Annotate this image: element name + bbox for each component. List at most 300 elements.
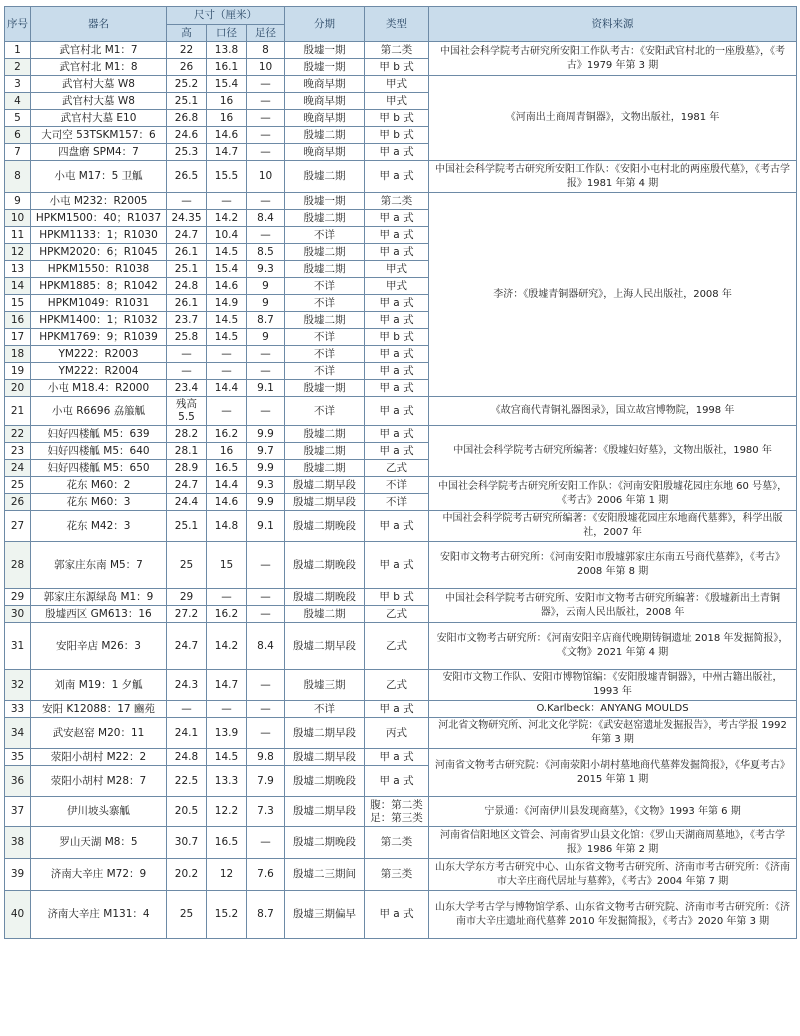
cell-source: O.Karlbeck：ANYANG MOULDS xyxy=(429,701,797,718)
cell-mouth-diameter: 15.4 xyxy=(207,76,247,93)
cell-no: 17 xyxy=(5,329,31,346)
cell-name: HPKM1500：40；R1037 xyxy=(31,210,167,227)
cell-period: 殷墟一期 xyxy=(285,59,365,76)
cell-mouth-diameter: 16.1 xyxy=(207,59,247,76)
cell-mouth-diameter: 14.5 xyxy=(207,244,247,261)
cell-period: 殷墟二期早段 xyxy=(285,494,365,511)
cell-no: 30 xyxy=(5,606,31,623)
cell-height: 25 xyxy=(167,542,207,589)
cell-name: 花东 M42：3 xyxy=(31,511,167,542)
cell-no: 39 xyxy=(5,859,31,891)
cell-name: HPKM1133：1；R1030 xyxy=(31,227,167,244)
cell-height: 24.1 xyxy=(167,718,207,749)
cell-foot-diameter: 9.1 xyxy=(247,380,285,397)
cell-name: 武官村大墓 W8 xyxy=(31,93,167,110)
header-mouth-diameter: 口径 xyxy=(207,25,247,42)
header-no: 序号 xyxy=(5,7,31,42)
cell-type: 第二类 xyxy=(365,193,429,210)
cell-period: 殷墟一期 xyxy=(285,42,365,59)
cell-no: 10 xyxy=(5,210,31,227)
table-row xyxy=(5,827,797,859)
cell-height: 26 xyxy=(167,59,207,76)
cell-height: 20.2 xyxy=(167,859,207,891)
cell-mouth-diameter: 16 xyxy=(207,443,247,460)
cell-no: 29 xyxy=(5,589,31,606)
cell-foot-diameter: — xyxy=(247,227,285,244)
cell-no: 27 xyxy=(5,511,31,542)
cell-mouth-diameter: 16.5 xyxy=(207,827,247,859)
cell-no: 34 xyxy=(5,718,31,749)
cell-height: 24.8 xyxy=(167,278,207,295)
cell-height: 24.3 xyxy=(167,670,207,701)
cell-period: 殷墟二期 xyxy=(285,460,365,477)
cell-no: 5 xyxy=(5,110,31,127)
cell-period: 殷墟二期 xyxy=(285,127,365,144)
cell-period: 不详 xyxy=(285,363,365,380)
cell-type: 甲式 xyxy=(365,261,429,278)
table-row xyxy=(5,542,797,589)
cell-type: 甲式 xyxy=(365,278,429,295)
table-row xyxy=(5,859,797,891)
cell-name: 安阳辛店 M26：3 xyxy=(31,623,167,670)
cell-name: 武官村大墓 W8 xyxy=(31,76,167,93)
cell-period: 殷墟二期早段 xyxy=(285,749,365,766)
cell-height: 24.35 xyxy=(167,210,207,227)
cell-foot-diameter: 8 xyxy=(247,42,285,59)
cell-mouth-diameter: 12.2 xyxy=(207,797,247,827)
cell-name: 小屯 M18.4：R2000 xyxy=(31,380,167,397)
cell-foot-diameter: 8.7 xyxy=(247,312,285,329)
cell-period: 不详 xyxy=(285,346,365,363)
cell-height: 25.1 xyxy=(167,261,207,278)
cell-no: 14 xyxy=(5,278,31,295)
cell-mouth-diameter: 13.8 xyxy=(207,42,247,59)
bronze-gu-data-table xyxy=(4,6,797,939)
cell-height: 残高 5.5 xyxy=(167,397,207,426)
cell-period: 不详 xyxy=(285,227,365,244)
cell-name: 安阳 K12088：17 豳苑 xyxy=(31,701,167,718)
cell-type: 甲 a 式 xyxy=(365,210,429,227)
cell-no: 40 xyxy=(5,891,31,939)
cell-no: 23 xyxy=(5,443,31,460)
cell-type: 第二类 xyxy=(365,827,429,859)
cell-no: 15 xyxy=(5,295,31,312)
cell-name: YM222：R2004 xyxy=(31,363,167,380)
cell-period: 殷墟二期 xyxy=(285,312,365,329)
cell-foot-diameter: 7.6 xyxy=(247,859,285,891)
cell-period: 殷墟二期 xyxy=(285,261,365,278)
cell-foot-diameter: — xyxy=(247,363,285,380)
cell-no: 11 xyxy=(5,227,31,244)
cell-foot-diameter: 8.4 xyxy=(247,623,285,670)
cell-foot-diameter: 10 xyxy=(247,161,285,193)
cell-foot-diameter: 8.5 xyxy=(247,244,285,261)
cell-no: 3 xyxy=(5,76,31,93)
cell-mouth-diameter: 14.5 xyxy=(207,329,247,346)
cell-name: HPKM1049：R1031 xyxy=(31,295,167,312)
cell-mouth-diameter: 14.9 xyxy=(207,295,247,312)
cell-no: 35 xyxy=(5,749,31,766)
cell-foot-diameter: 9.8 xyxy=(247,749,285,766)
cell-no: 13 xyxy=(5,261,31,278)
cell-height: — xyxy=(167,701,207,718)
cell-no: 1 xyxy=(5,42,31,59)
cell-height: 24.7 xyxy=(167,623,207,670)
cell-source: 中国社会科学院考古研究所安阳工作队：《安阳小屯村北的两座殷代墓》，《考古学报》1981 年第 4 期 xyxy=(429,161,797,193)
cell-mouth-diameter: 16 xyxy=(207,93,247,110)
cell-height: 25.1 xyxy=(167,511,207,542)
cell-name: 妇好四楼觚 M5：640 xyxy=(31,443,167,460)
cell-period: 殷墟三期偏早 xyxy=(285,891,365,939)
cell-type: 甲 b 式 xyxy=(365,127,429,144)
cell-period: 殷墟二期 xyxy=(285,244,365,261)
cell-name: HPKM2020：6；R1045 xyxy=(31,244,167,261)
cell-source: 中国社会科学院考古研究所安阳工作队：《河南安阳殷墟花园庄东地 60 号墓》，《考古》2006 年第 1 期 xyxy=(429,477,797,511)
cell-height: 24.7 xyxy=(167,477,207,494)
table-row xyxy=(5,161,797,193)
cell-height: 22 xyxy=(167,42,207,59)
cell-height: 24.6 xyxy=(167,127,207,144)
cell-foot-diameter: — xyxy=(247,346,285,363)
cell-foot-diameter: 9.7 xyxy=(247,443,285,460)
cell-period: 晚商早期 xyxy=(285,76,365,93)
cell-type: 乙式 xyxy=(365,460,429,477)
cell-no: 16 xyxy=(5,312,31,329)
cell-source: 安阳市文物考古研究所：《河南安阳辛店商代晚期铸铜遗址 2018 年发掘简报》，《文物》2021 年第 4 期 xyxy=(429,623,797,670)
cell-period: 殷墟二期早段 xyxy=(285,623,365,670)
cell-name: 济南大辛庄 M131：4 xyxy=(31,891,167,939)
cell-period: 殷墟二期晚段 xyxy=(285,542,365,589)
cell-mouth-diameter: 14.6 xyxy=(207,278,247,295)
cell-period: 殷墟三期 xyxy=(285,670,365,701)
cell-mouth-diameter: 16.2 xyxy=(207,426,247,443)
cell-period: 殷墟一期 xyxy=(285,193,365,210)
cell-foot-diameter: 9 xyxy=(247,278,285,295)
cell-name: HPKM1885：8；R1042 xyxy=(31,278,167,295)
cell-mouth-diameter: 10.4 xyxy=(207,227,247,244)
cell-type: 不详 xyxy=(365,477,429,494)
cell-foot-diameter: — xyxy=(247,110,285,127)
cell-type: 不详 xyxy=(365,494,429,511)
cell-type: 乙式 xyxy=(365,606,429,623)
cell-no: 26 xyxy=(5,494,31,511)
cell-name: HPKM1550：R1038 xyxy=(31,261,167,278)
cell-height: 28.9 xyxy=(167,460,207,477)
cell-type: 甲式 xyxy=(365,76,429,93)
header-foot-diameter: 足径 xyxy=(247,25,285,42)
cell-no: 21 xyxy=(5,397,31,426)
cell-height: 26.1 xyxy=(167,244,207,261)
cell-name: 大司空 53TSKM157：6 xyxy=(31,127,167,144)
cell-no: 9 xyxy=(5,193,31,210)
cell-mouth-diameter: 14.7 xyxy=(207,670,247,701)
table-row xyxy=(5,76,797,93)
table-row xyxy=(5,511,797,542)
cell-foot-diameter: — xyxy=(247,93,285,110)
cell-type: 乙式 xyxy=(365,623,429,670)
cell-type: 乙式 xyxy=(365,670,429,701)
cell-type: 甲 a 式 xyxy=(365,244,429,261)
table-row xyxy=(5,42,797,59)
cell-type: 甲 b 式 xyxy=(365,329,429,346)
cell-no: 20 xyxy=(5,380,31,397)
table-row xyxy=(5,670,797,701)
cell-source: 山东大学考古学与博物馆学系、山东省文物考古研究院、济南市考古研究所：《济南市大辛庄遗址商代墓葬 2010 年发掘简报》，《考古》2020 年第 3 期 xyxy=(429,891,797,939)
cell-foot-diameter: 9.3 xyxy=(247,261,285,278)
cell-type: 丙式 xyxy=(365,718,429,749)
cell-source: 《河南出土商周青铜器》，文物出版社，1981 年 xyxy=(429,76,797,161)
cell-period: 殷墟二三期间 xyxy=(285,859,365,891)
cell-type: 甲 b 式 xyxy=(365,589,429,606)
table-row xyxy=(5,891,797,939)
cell-name: 济南大辛庄 M72：9 xyxy=(31,859,167,891)
cell-height: 25.2 xyxy=(167,76,207,93)
cell-no: 7 xyxy=(5,144,31,161)
cell-height: 24.4 xyxy=(167,494,207,511)
cell-foot-diameter: — xyxy=(247,542,285,589)
cell-name: 小屯 M232：R2005 xyxy=(31,193,167,210)
cell-type: 甲 a 式 xyxy=(365,443,429,460)
cell-no: 8 xyxy=(5,161,31,193)
cell-source: 河南省文物考古研究院：《河南荥阳小胡村墓地商代墓葬发掘简报》，《华夏考古》2015 年第 1 期 xyxy=(429,749,797,797)
cell-foot-diameter: 9.3 xyxy=(247,477,285,494)
cell-mouth-diameter: — xyxy=(207,193,247,210)
cell-no: 12 xyxy=(5,244,31,261)
cell-no: 19 xyxy=(5,363,31,380)
cell-type: 甲 b 式 xyxy=(365,59,429,76)
cell-foot-diameter: 9 xyxy=(247,295,285,312)
cell-height: 25.8 xyxy=(167,329,207,346)
cell-name: 妇好四楼觚 M5：639 xyxy=(31,426,167,443)
cell-mouth-diameter: 16.2 xyxy=(207,606,247,623)
cell-period: 殷墟二期 xyxy=(285,443,365,460)
cell-height: 22.5 xyxy=(167,766,207,797)
cell-mouth-diameter: 14.6 xyxy=(207,127,247,144)
cell-foot-diameter: — xyxy=(247,670,285,701)
cell-type: 甲 a 式 xyxy=(365,295,429,312)
cell-height: — xyxy=(167,193,207,210)
cell-name: 殷墟西区 GM613：16 xyxy=(31,606,167,623)
cell-no: 22 xyxy=(5,426,31,443)
cell-name: 小屯 M17：5 卫觚 xyxy=(31,161,167,193)
header-source: 资料来源 xyxy=(429,7,797,42)
cell-height: — xyxy=(167,363,207,380)
cell-no: 18 xyxy=(5,346,31,363)
cell-period: 不详 xyxy=(285,278,365,295)
cell-type: 甲 a 式 xyxy=(365,891,429,939)
cell-mouth-diameter: 14.6 xyxy=(207,494,247,511)
cell-height: 29 xyxy=(167,589,207,606)
cell-period: 不详 xyxy=(285,295,365,312)
cell-period: 不详 xyxy=(285,701,365,718)
cell-type: 甲 a 式 xyxy=(365,542,429,589)
cell-mouth-diameter: 15.2 xyxy=(207,891,247,939)
cell-name: 花东 M60：3 xyxy=(31,494,167,511)
cell-name: 郭家庄东源绿岛 M1：9 xyxy=(31,589,167,606)
cell-mouth-diameter: 13.9 xyxy=(207,718,247,749)
cell-name: 武官村北 M1：7 xyxy=(31,42,167,59)
cell-height: 25.3 xyxy=(167,144,207,161)
cell-type: 甲 a 式 xyxy=(365,766,429,797)
cell-mouth-diameter: 14.5 xyxy=(207,312,247,329)
table-row xyxy=(5,701,797,718)
cell-type: 甲 a 式 xyxy=(365,426,429,443)
cell-type: 甲 a 式 xyxy=(365,363,429,380)
cell-period: 殷墟二期晚段 xyxy=(285,589,365,606)
cell-mouth-diameter: 14.8 xyxy=(207,511,247,542)
cell-source: 安阳市文物考古研究所：《河南安阳市殷墟郭家庄东南五号商代墓葬》，《考古》2008 年第 8 期 xyxy=(429,542,797,589)
cell-source: 中国社会科学院考古研究所安阳工作队考古：《安阳武官村北的一座殷墓》，《考古》1979 年第 3 期 xyxy=(429,42,797,76)
cell-name: 荥阳小胡村 M28：7 xyxy=(31,766,167,797)
cell-height: — xyxy=(167,346,207,363)
cell-source: 中国社会科学院考古研究所编著：《安阳殷墟花园庄东地商代墓葬》，科学出版社，2007 年 xyxy=(429,511,797,542)
cell-mouth-diameter: — xyxy=(207,346,247,363)
table-body xyxy=(5,42,797,939)
cell-mouth-diameter: 14.5 xyxy=(207,749,247,766)
cell-period: 殷墟二期 xyxy=(285,161,365,193)
cell-source: 安阳市文物工作队、安阳市博物馆编：《安阳殷墟青铜器》，中州古籍出版社，1993 年 xyxy=(429,670,797,701)
cell-mouth-diameter: 16.5 xyxy=(207,460,247,477)
cell-period: 晚商早期 xyxy=(285,110,365,127)
header-size: 尺寸（厘米） xyxy=(167,7,285,25)
cell-type: 甲 a 式 xyxy=(365,749,429,766)
cell-type: 甲 a 式 xyxy=(365,227,429,244)
cell-name: 荥阳小胡村 M22：2 xyxy=(31,749,167,766)
cell-no: 24 xyxy=(5,460,31,477)
table-row xyxy=(5,426,797,443)
cell-period: 殷墟二期晚段 xyxy=(285,827,365,859)
cell-type: 甲 b 式 xyxy=(365,110,429,127)
cell-name: 小屯 R6696 劦箙觚 xyxy=(31,397,167,426)
cell-source: 李济：《殷墟青铜器研究》，上海人民出版社，2008 年 xyxy=(429,193,797,397)
cell-name: 罗山天湖 M8：5 xyxy=(31,827,167,859)
cell-mouth-diameter: 12 xyxy=(207,859,247,891)
cell-mouth-diameter: 15.5 xyxy=(207,161,247,193)
cell-period: 不详 xyxy=(285,329,365,346)
cell-height: 27.2 xyxy=(167,606,207,623)
cell-height: 28.1 xyxy=(167,443,207,460)
cell-no: 33 xyxy=(5,701,31,718)
cell-mouth-diameter: 14.2 xyxy=(207,623,247,670)
cell-foot-diameter: — xyxy=(247,76,285,93)
table-row xyxy=(5,193,797,210)
cell-type: 腹：第二类 足：第三类 xyxy=(365,797,429,827)
cell-source: 山东大学东方考古研究中心、山东省文物考古研究所、济南市考古研究所：《济南市大辛庄商代居址与墓葬》，《考古》2004 年第 7 期 xyxy=(429,859,797,891)
cell-period: 殷墟二期晚段 xyxy=(285,511,365,542)
cell-name: 郭家庄东南 M5：7 xyxy=(31,542,167,589)
cell-foot-diameter: — xyxy=(247,397,285,426)
cell-foot-diameter: — xyxy=(247,127,285,144)
cell-period: 殷墟一期 xyxy=(285,380,365,397)
cell-height: 23.4 xyxy=(167,380,207,397)
cell-period: 殷墟二期早段 xyxy=(285,477,365,494)
cell-name: 武官村大墓 E10 xyxy=(31,110,167,127)
cell-period: 晚商早期 xyxy=(285,144,365,161)
cell-foot-diameter: — xyxy=(247,193,285,210)
cell-period: 殷墟二期 xyxy=(285,210,365,227)
cell-foot-diameter: 10 xyxy=(247,59,285,76)
cell-height: 26.5 xyxy=(167,161,207,193)
cell-mouth-diameter: 14.2 xyxy=(207,210,247,227)
table-row xyxy=(5,623,797,670)
table-row xyxy=(5,749,797,766)
cell-height: 26.1 xyxy=(167,295,207,312)
table-row xyxy=(5,397,797,426)
table-row xyxy=(5,718,797,749)
cell-source: 中国社会科学院考古研究所、安阳市文物考古研究所编著：《殷墟新出土青铜器》，云南人民出版社，2008 年 xyxy=(429,589,797,623)
cell-name: 武安赵窑 M20：11 xyxy=(31,718,167,749)
cell-height: 26.8 xyxy=(167,110,207,127)
cell-mouth-diameter: — xyxy=(207,701,247,718)
cell-period: 晚商早期 xyxy=(285,93,365,110)
cell-mouth-diameter: 14.4 xyxy=(207,380,247,397)
cell-no: 38 xyxy=(5,827,31,859)
cell-mouth-diameter: 16 xyxy=(207,110,247,127)
cell-period: 殷墟二期早段 xyxy=(285,718,365,749)
cell-mouth-diameter: — xyxy=(207,397,247,426)
cell-period: 殷墟二期晚段 xyxy=(285,766,365,797)
cell-foot-diameter: — xyxy=(247,701,285,718)
table-row xyxy=(5,477,797,494)
cell-foot-diameter: 8.7 xyxy=(247,891,285,939)
cell-source: 《故宫商代青铜礼器图录》，国立故宫博物院，1998 年 xyxy=(429,397,797,426)
cell-foot-diameter: 9.9 xyxy=(247,460,285,477)
cell-height: 24.7 xyxy=(167,227,207,244)
cell-name: 花东 M60：2 xyxy=(31,477,167,494)
cell-height: 28.2 xyxy=(167,426,207,443)
cell-height: 30.7 xyxy=(167,827,207,859)
header-height: 高 xyxy=(167,25,207,42)
cell-type: 甲 a 式 xyxy=(365,701,429,718)
cell-no: 4 xyxy=(5,93,31,110)
cell-type: 甲 a 式 xyxy=(365,144,429,161)
cell-no: 2 xyxy=(5,59,31,76)
cell-mouth-diameter: 14.4 xyxy=(207,477,247,494)
cell-height: 24.8 xyxy=(167,749,207,766)
cell-name: 妇好四楼觚 M5：650 xyxy=(31,460,167,477)
header-type: 类型 xyxy=(365,7,429,42)
cell-mouth-diameter: — xyxy=(207,589,247,606)
cell-name: 伊川坡头寨觚 xyxy=(31,797,167,827)
cell-source: 河南省信阳地区文管会、河南省罗山县文化馆：《罗山天湖商周墓地》，《考古学报》1986 年第 2 期 xyxy=(429,827,797,859)
cell-mouth-diameter: 14.7 xyxy=(207,144,247,161)
cell-foot-diameter: — xyxy=(247,144,285,161)
cell-height: 20.5 xyxy=(167,797,207,827)
cell-period: 殷墟二期 xyxy=(285,426,365,443)
cell-name: 武官村北 M1：8 xyxy=(31,59,167,76)
cell-source: 中国社会科学院考古研究所编著：《殷墟妇好墓》，文物出版社，1980 年 xyxy=(429,426,797,477)
cell-foot-diameter: 9.9 xyxy=(247,494,285,511)
cell-type: 第三类 xyxy=(365,859,429,891)
cell-foot-diameter: 7.3 xyxy=(247,797,285,827)
cell-no: 37 xyxy=(5,797,31,827)
cell-height: 23.7 xyxy=(167,312,207,329)
cell-no: 25 xyxy=(5,477,31,494)
cell-no: 36 xyxy=(5,766,31,797)
cell-name: HPKM1769：9；R1039 xyxy=(31,329,167,346)
cell-height: 25.1 xyxy=(167,93,207,110)
cell-source: 河北省文物研究所、河北文化学院：《武安赵窑遗址发掘报告》，考古学报 1992 年第 3 期 xyxy=(429,718,797,749)
cell-no: 6 xyxy=(5,127,31,144)
cell-type: 甲式 xyxy=(365,93,429,110)
cell-name: HPKM1400：1；R1032 xyxy=(31,312,167,329)
cell-period: 殷墟二期早段 xyxy=(285,797,365,827)
cell-no: 32 xyxy=(5,670,31,701)
cell-mouth-diameter: — xyxy=(207,363,247,380)
cell-foot-diameter: 8.4 xyxy=(247,210,285,227)
cell-foot-diameter: 9.9 xyxy=(247,426,285,443)
cell-type: 甲 a 式 xyxy=(365,161,429,193)
